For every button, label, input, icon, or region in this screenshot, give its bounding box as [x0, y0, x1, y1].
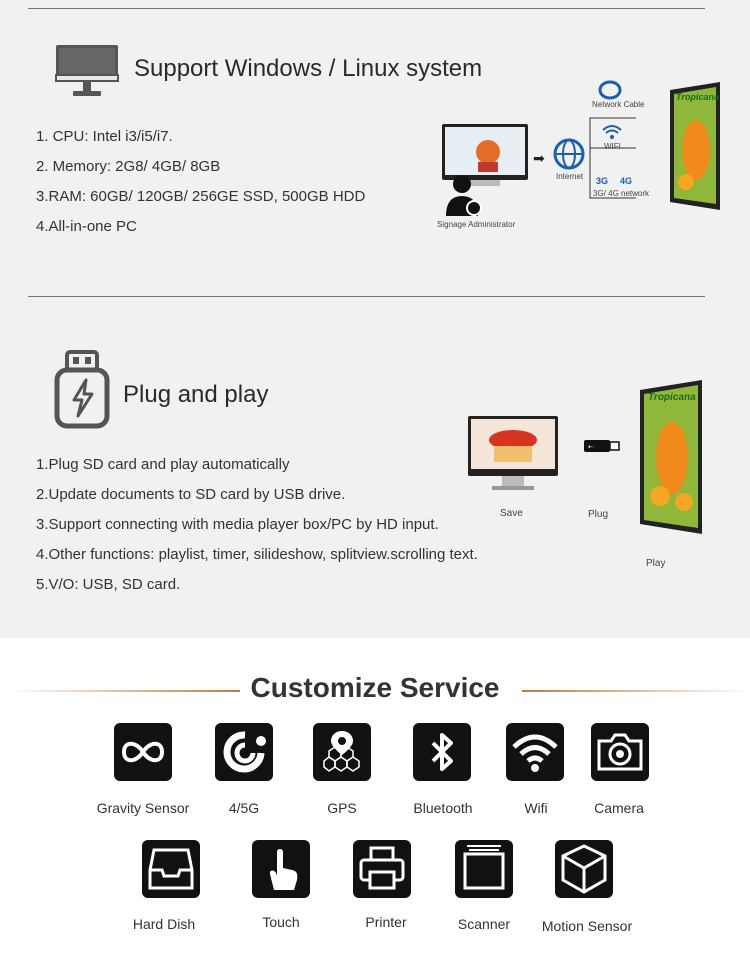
- list-item: 3.RAM: 60GB/ 120GB/ 256GE SSD, 500GB HDD: [36, 188, 366, 205]
- brand-text: Tropicana: [648, 392, 696, 403]
- divider-top: [28, 8, 705, 9]
- scanner-label: Scanner: [457, 916, 511, 932]
- brand-text: Tropicana: [676, 92, 719, 102]
- monitor-icon: [55, 44, 119, 100]
- wifi-label: WIFI: [604, 142, 621, 151]
- gps-label: GPS: [327, 800, 357, 816]
- wifi-small-icon: [602, 124, 622, 140]
- list-item: 3.Support connecting with media player box/PC by HD input.: [36, 516, 439, 533]
- badge-4g: 4G: [620, 176, 633, 186]
- customize-title: Customize Service: [250, 672, 500, 703]
- list-item: 1. CPU: Intel i3/i5/i7.: [36, 128, 173, 145]
- save-computer-illustration: [466, 414, 560, 494]
- gravity-sensor-label: Gravity Sensor: [96, 800, 190, 816]
- usb-drive-icon: [54, 350, 110, 430]
- usb-stick-icon: [584, 438, 620, 454]
- wifi-icon: [506, 723, 564, 781]
- bluetooth-label: Bluetooth: [413, 800, 473, 816]
- section2-title: Plug and play: [123, 381, 269, 408]
- camera-icon: [591, 723, 649, 781]
- admin-label: Signage Administrator: [437, 220, 516, 229]
- 5g-label: 4/5G: [228, 800, 260, 816]
- motion-sensor-label: Motion Sensor: [541, 918, 633, 934]
- camera-label: Camera: [594, 800, 644, 816]
- list-item: 4.All-in-one PC: [36, 218, 137, 235]
- network-cable-label: Network Cable: [592, 100, 645, 109]
- wifi-label: Wifi: [524, 800, 548, 816]
- section1-title: Support Windows / Linux system: [134, 55, 483, 82]
- hard-disk-label: Hard Dish: [132, 916, 196, 932]
- badge-3g: 3G: [596, 176, 609, 186]
- touch-icon: [252, 840, 310, 898]
- save-label: Save: [500, 508, 523, 519]
- gps-icon: [313, 723, 371, 781]
- network-3g4g-label: 3G/ 4G network: [593, 189, 650, 198]
- svg-text:⇠: ⇠: [588, 443, 594, 451]
- 5g-icon: [215, 723, 273, 781]
- internet-label: Internet: [556, 172, 584, 181]
- list-item: 5.V/O: USB, SD card.: [36, 576, 181, 593]
- list-item: 4.Other functions: playlist, timer, silideshow, splitview.scrolling text.: [36, 546, 478, 563]
- scanner-icon: [455, 840, 513, 898]
- network-cable-icon: [598, 80, 622, 100]
- hard-disk-icon: [142, 840, 200, 898]
- printer-icon: [353, 840, 411, 898]
- touch-label: Touch: [262, 914, 300, 930]
- arrow-right-icon: ➡: [533, 150, 545, 166]
- play-label: Play: [646, 558, 666, 569]
- admin-user-icon: [444, 174, 484, 218]
- list-item: 1.Plug SD card and play automatically: [36, 456, 290, 473]
- plug-label: Plug: [588, 509, 609, 520]
- list-item: 2. Memory: 2G8/ 4GB/ 8GB: [36, 158, 221, 175]
- gravity-sensor-icon: [114, 723, 172, 781]
- printer-label: Printer: [365, 914, 407, 930]
- list-item: 2.Update documents to SD card by USB drive.: [36, 486, 346, 503]
- bluetooth-icon: [413, 723, 471, 781]
- motion-sensor-icon: [555, 840, 613, 898]
- divider-middle: [28, 296, 705, 297]
- globe-icon: [553, 138, 585, 170]
